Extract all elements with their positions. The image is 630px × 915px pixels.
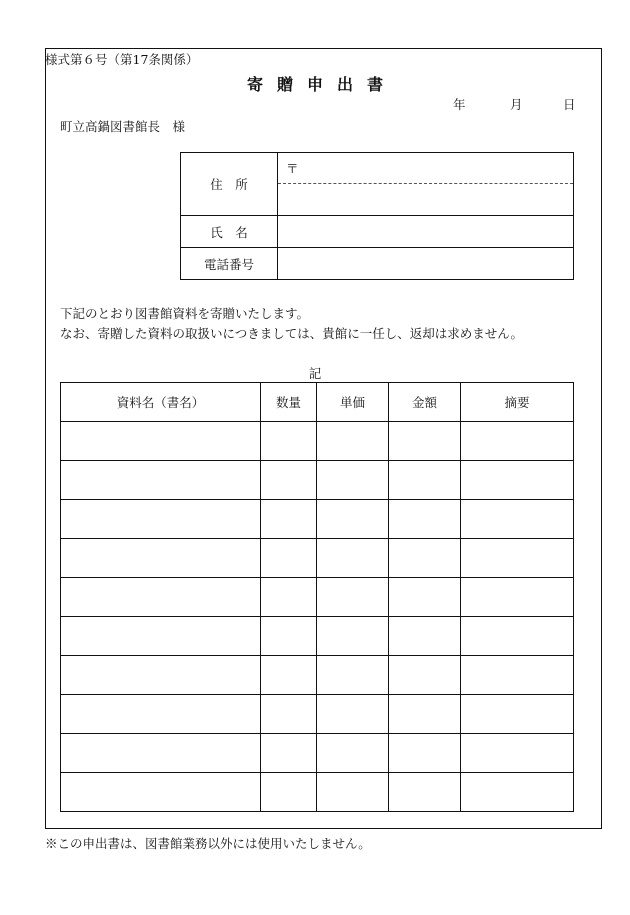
postal-mark: 〒 [286,161,299,176]
address-field[interactable] [278,153,574,216]
cell-remarks[interactable] [461,656,574,695]
addressee: 町立高鍋図書館長 様 [60,119,186,134]
date-day-label: 日 [563,97,576,112]
cell-quantity[interactable] [261,617,317,656]
table-row [61,500,574,539]
cell-quantity[interactable] [261,539,317,578]
cell-amount[interactable] [389,461,461,500]
table-row [61,695,574,734]
applicant-info-table [180,152,574,280]
cell-unit-price[interactable] [317,539,389,578]
cell-quantity[interactable] [261,656,317,695]
cell-remarks[interactable] [461,773,574,812]
table-row [61,734,574,773]
cell-title[interactable] [61,500,261,539]
cell-quantity[interactable] [261,734,317,773]
cell-title[interactable] [61,734,261,773]
cell-remarks[interactable] [461,734,574,773]
cell-amount[interactable] [389,500,461,539]
phone-label: 電話番号 [181,248,278,280]
cell-unit-price[interactable] [317,500,389,539]
table-row [61,422,574,461]
table-row [61,773,574,812]
cell-quantity[interactable] [261,422,317,461]
cell-amount[interactable] [389,539,461,578]
name-label: 氏 名 [181,216,278,248]
cell-title[interactable] [61,617,261,656]
cell-unit-price[interactable] [317,578,389,617]
address-divider [278,183,573,184]
cell-quantity[interactable] [261,500,317,539]
header-unit-price: 単価 [317,383,389,422]
cell-title[interactable] [61,422,261,461]
cell-unit-price[interactable] [317,461,389,500]
cell-remarks[interactable] [461,422,574,461]
document-title: 寄贈申出書 [246,75,397,94]
cell-unit-price[interactable] [317,617,389,656]
table-row [61,461,574,500]
address-label: 住 所 [181,153,278,216]
cell-amount[interactable] [389,734,461,773]
table-row [61,539,574,578]
header-remarks: 摘要 [461,383,574,422]
cell-quantity[interactable] [261,773,317,812]
cell-unit-price[interactable] [317,656,389,695]
cell-remarks[interactable] [461,461,574,500]
cell-remarks[interactable] [461,578,574,617]
donation-items-table [60,382,574,812]
cell-amount[interactable] [389,578,461,617]
cell-quantity[interactable] [261,695,317,734]
cell-remarks[interactable] [461,617,574,656]
name-field[interactable] [278,216,574,248]
ki-label: 記 [308,366,322,381]
table-row [61,578,574,617]
header-amount: 金額 [389,383,461,422]
cell-amount[interactable] [389,656,461,695]
item-rows [61,422,574,812]
cell-quantity[interactable] [261,578,317,617]
message-line-1: 下記のとおり図書館資料を寄贈いたします。 [60,306,310,321]
cell-remarks[interactable] [461,695,574,734]
cell-title[interactable] [61,695,261,734]
cell-quantity[interactable] [261,461,317,500]
table-row [61,617,574,656]
cell-amount[interactable] [389,617,461,656]
cell-remarks[interactable] [461,500,574,539]
cell-amount[interactable] [389,422,461,461]
cell-title[interactable] [61,539,261,578]
footnote: ※この申出書は、図書館業務以外には使用いたしません。 [45,836,371,851]
header-quantity: 数量 [261,383,317,422]
date-month-label: 月 [510,97,523,112]
cell-title[interactable] [61,773,261,812]
message-line-2: なお、寄贈した資料の取扱いにつきましては、貴館に一任し、返却は求めません。 [60,326,524,341]
cell-unit-price[interactable] [317,695,389,734]
cell-title[interactable] [61,461,261,500]
cell-amount[interactable] [389,773,461,812]
header-title: 資料名（書名） [61,383,261,422]
cell-title[interactable] [61,656,261,695]
form-number: 様式第６号（第17条関係） [45,52,199,67]
table-row [61,656,574,695]
cell-unit-price[interactable] [317,422,389,461]
phone-field[interactable] [278,248,574,280]
cell-unit-price[interactable] [317,734,389,773]
date-year-label: 年 [453,97,466,112]
cell-title[interactable] [61,578,261,617]
cell-unit-price[interactable] [317,773,389,812]
cell-remarks[interactable] [461,539,574,578]
cell-amount[interactable] [389,695,461,734]
